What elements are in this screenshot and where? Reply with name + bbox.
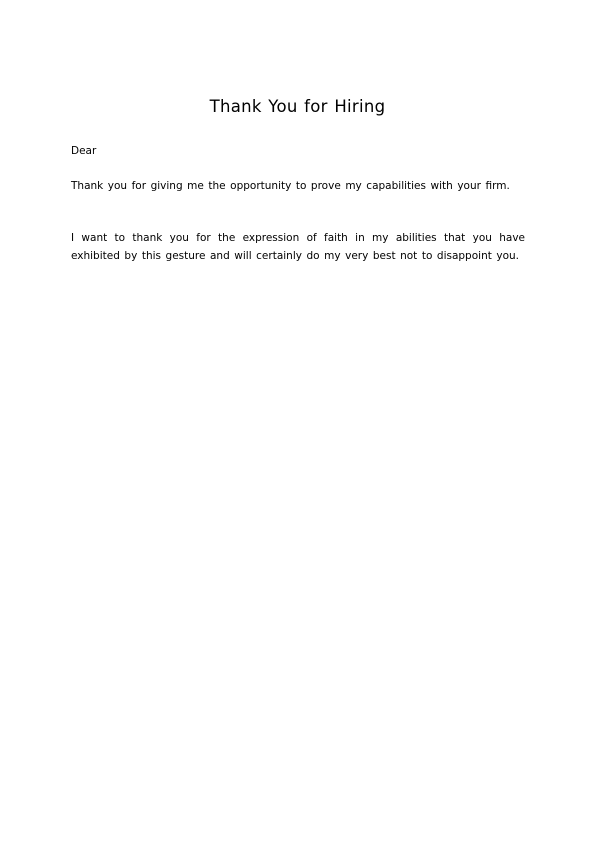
paragraph-2 [71,229,525,265]
paragraph-2-line-1: I want to thank you for the expression of faith in my abilities that you have [71,232,525,244]
document-title: Thank You for Hiring [209,97,386,116]
paragraph-2-line-2: exhibited by this gesture and will certainly do my very best not to disappoint you. [71,250,520,262]
salutation: Dear [71,145,97,157]
paragraph-1: Thank you for giving me the opportunity to prove my capabilities with your firm. [71,180,510,192]
